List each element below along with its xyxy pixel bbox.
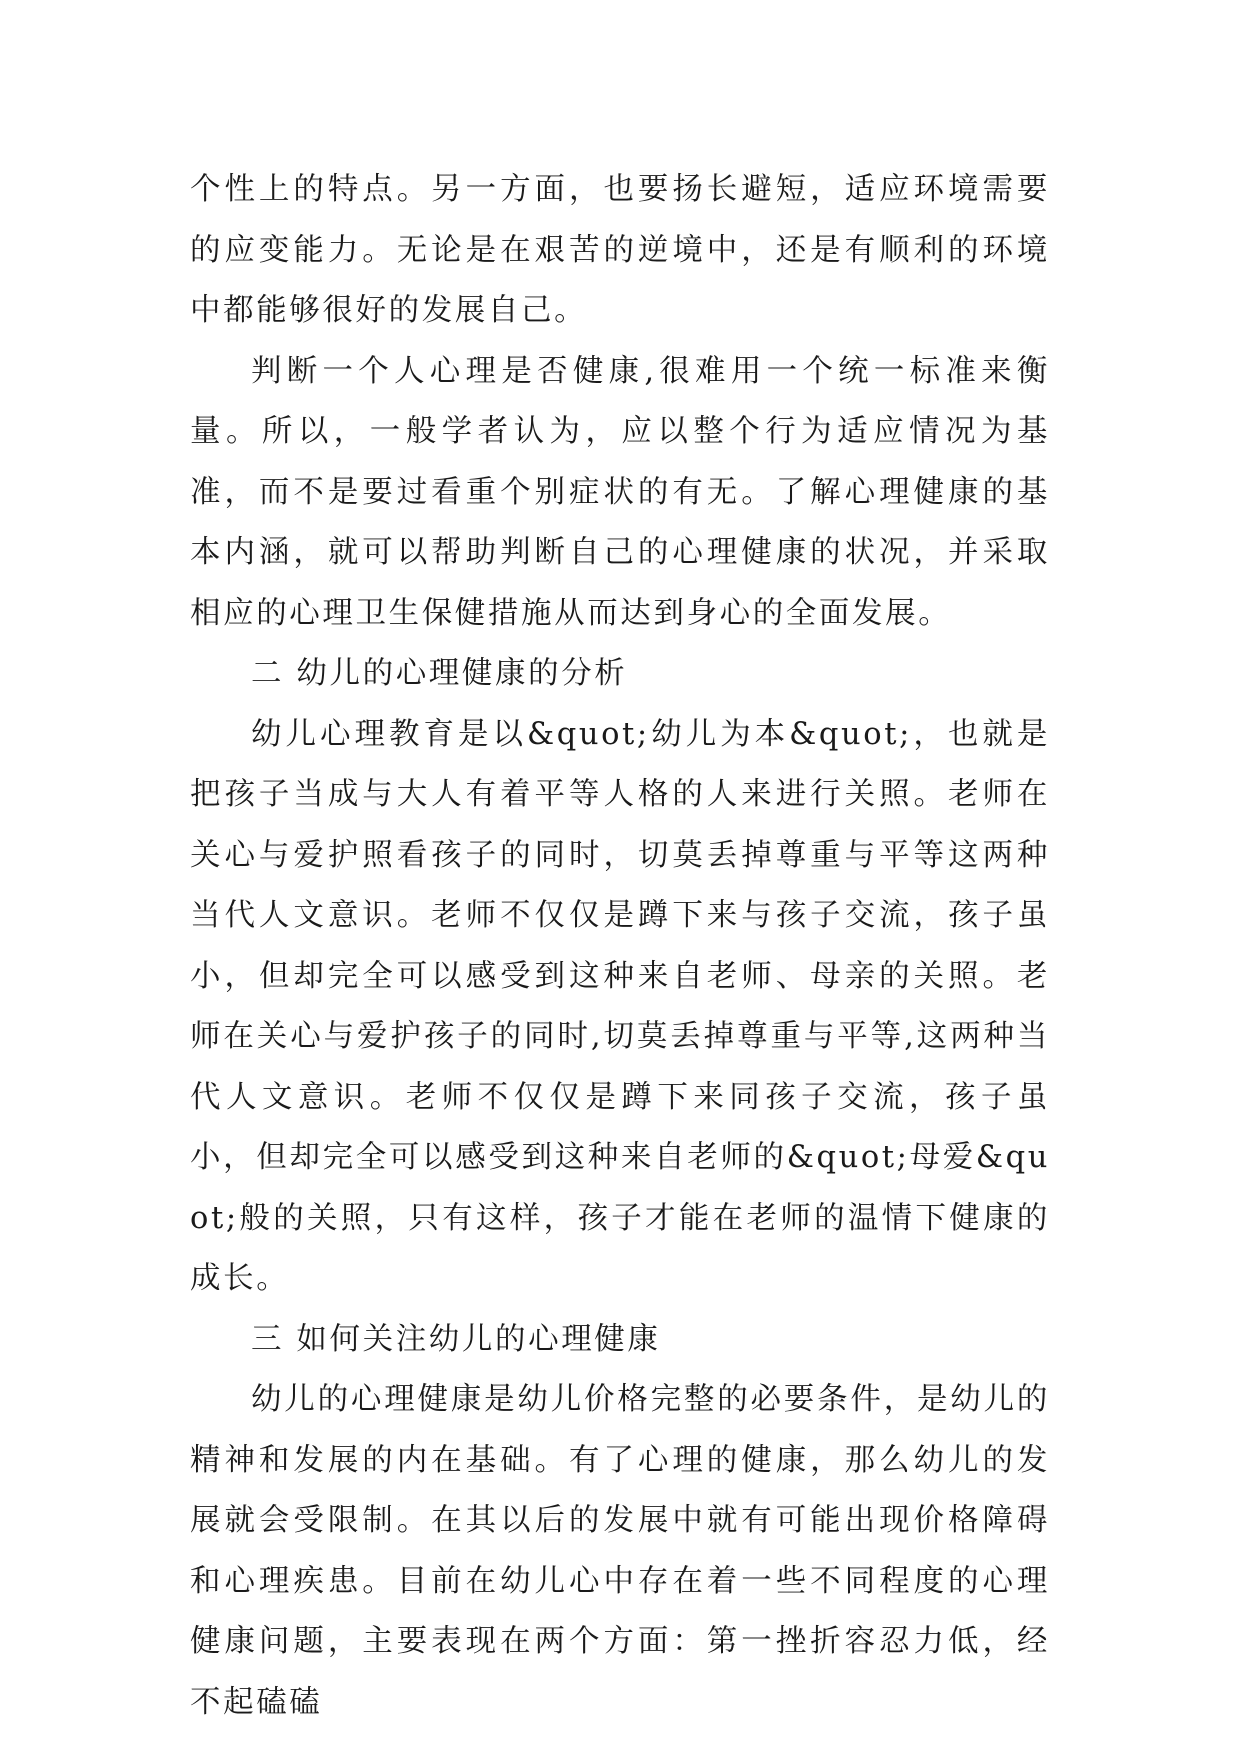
paragraph-continuation: 个性上的特点。另一方面，也要扬长避短，适应环境需要的应变能力。无论是在艰苦的逆境中，还是有顺利的环境中都能够很好的发展自己。 <box>190 172 1050 328</box>
paragraph-mental-health-judgement: 判断一个人心理是否健康,很难用一个统一标准来衡量。所以，一般学者认为，应以整个行为适应情况为基准，而不是要过看重个别症状的有无。了解心理健康的基本内涵，就可以帮助判断自己的心理健康的状况，并采取相应的心理卫生保健措施从而达到身心的全面发展。 <box>190 353 1050 631</box>
paragraph-child-psychology-education: 幼儿心理教育是以&quot;幼儿为本&quot;，也就是把孩子当成与大人有着平等人格的人来进行关照。老师在关心与爱护照看孩子的同时，切莫丢掉尊重与平等这两种当代人文意识。老师不仅仅是蹲下来与孩子交流，孩子虽小，但却完全可以感受到这种来自老师、母亲的关照。老师在关心与爱护孩子的同时,切莫丢掉尊重与平等,这两种当代人文意识。老师不仅仅是蹲下来同孩子交流，孩子虽小，但却完全可以感受到这种来自老师的&quot;母爱&quot;般的关照，只有这样，孩子才能在老师的温情下健康的成长。 <box>190 716 1050 1296</box>
document-body <box>190 160 1050 1733</box>
section-heading-two: 二 幼儿的心理健康的分析 <box>251 656 628 691</box>
section-heading-three: 三 如何关注幼儿的心理健康 <box>251 1321 661 1357</box>
paragraph-child-mental-health-importance: 幼儿的心理健康是幼儿价格完整的必要条件，是幼儿的精神和发展的内在基础。有了心理的健康，那么幼儿的发展就会受限制。在其以后的发展中就有可能出现价格障碍和心理疾患。目前在幼儿心中存在着一些不同程度的心理健康问题，主要表现在两个方面：第一挫折容忍力低，经不起磕磕 <box>190 1382 1050 1720</box>
